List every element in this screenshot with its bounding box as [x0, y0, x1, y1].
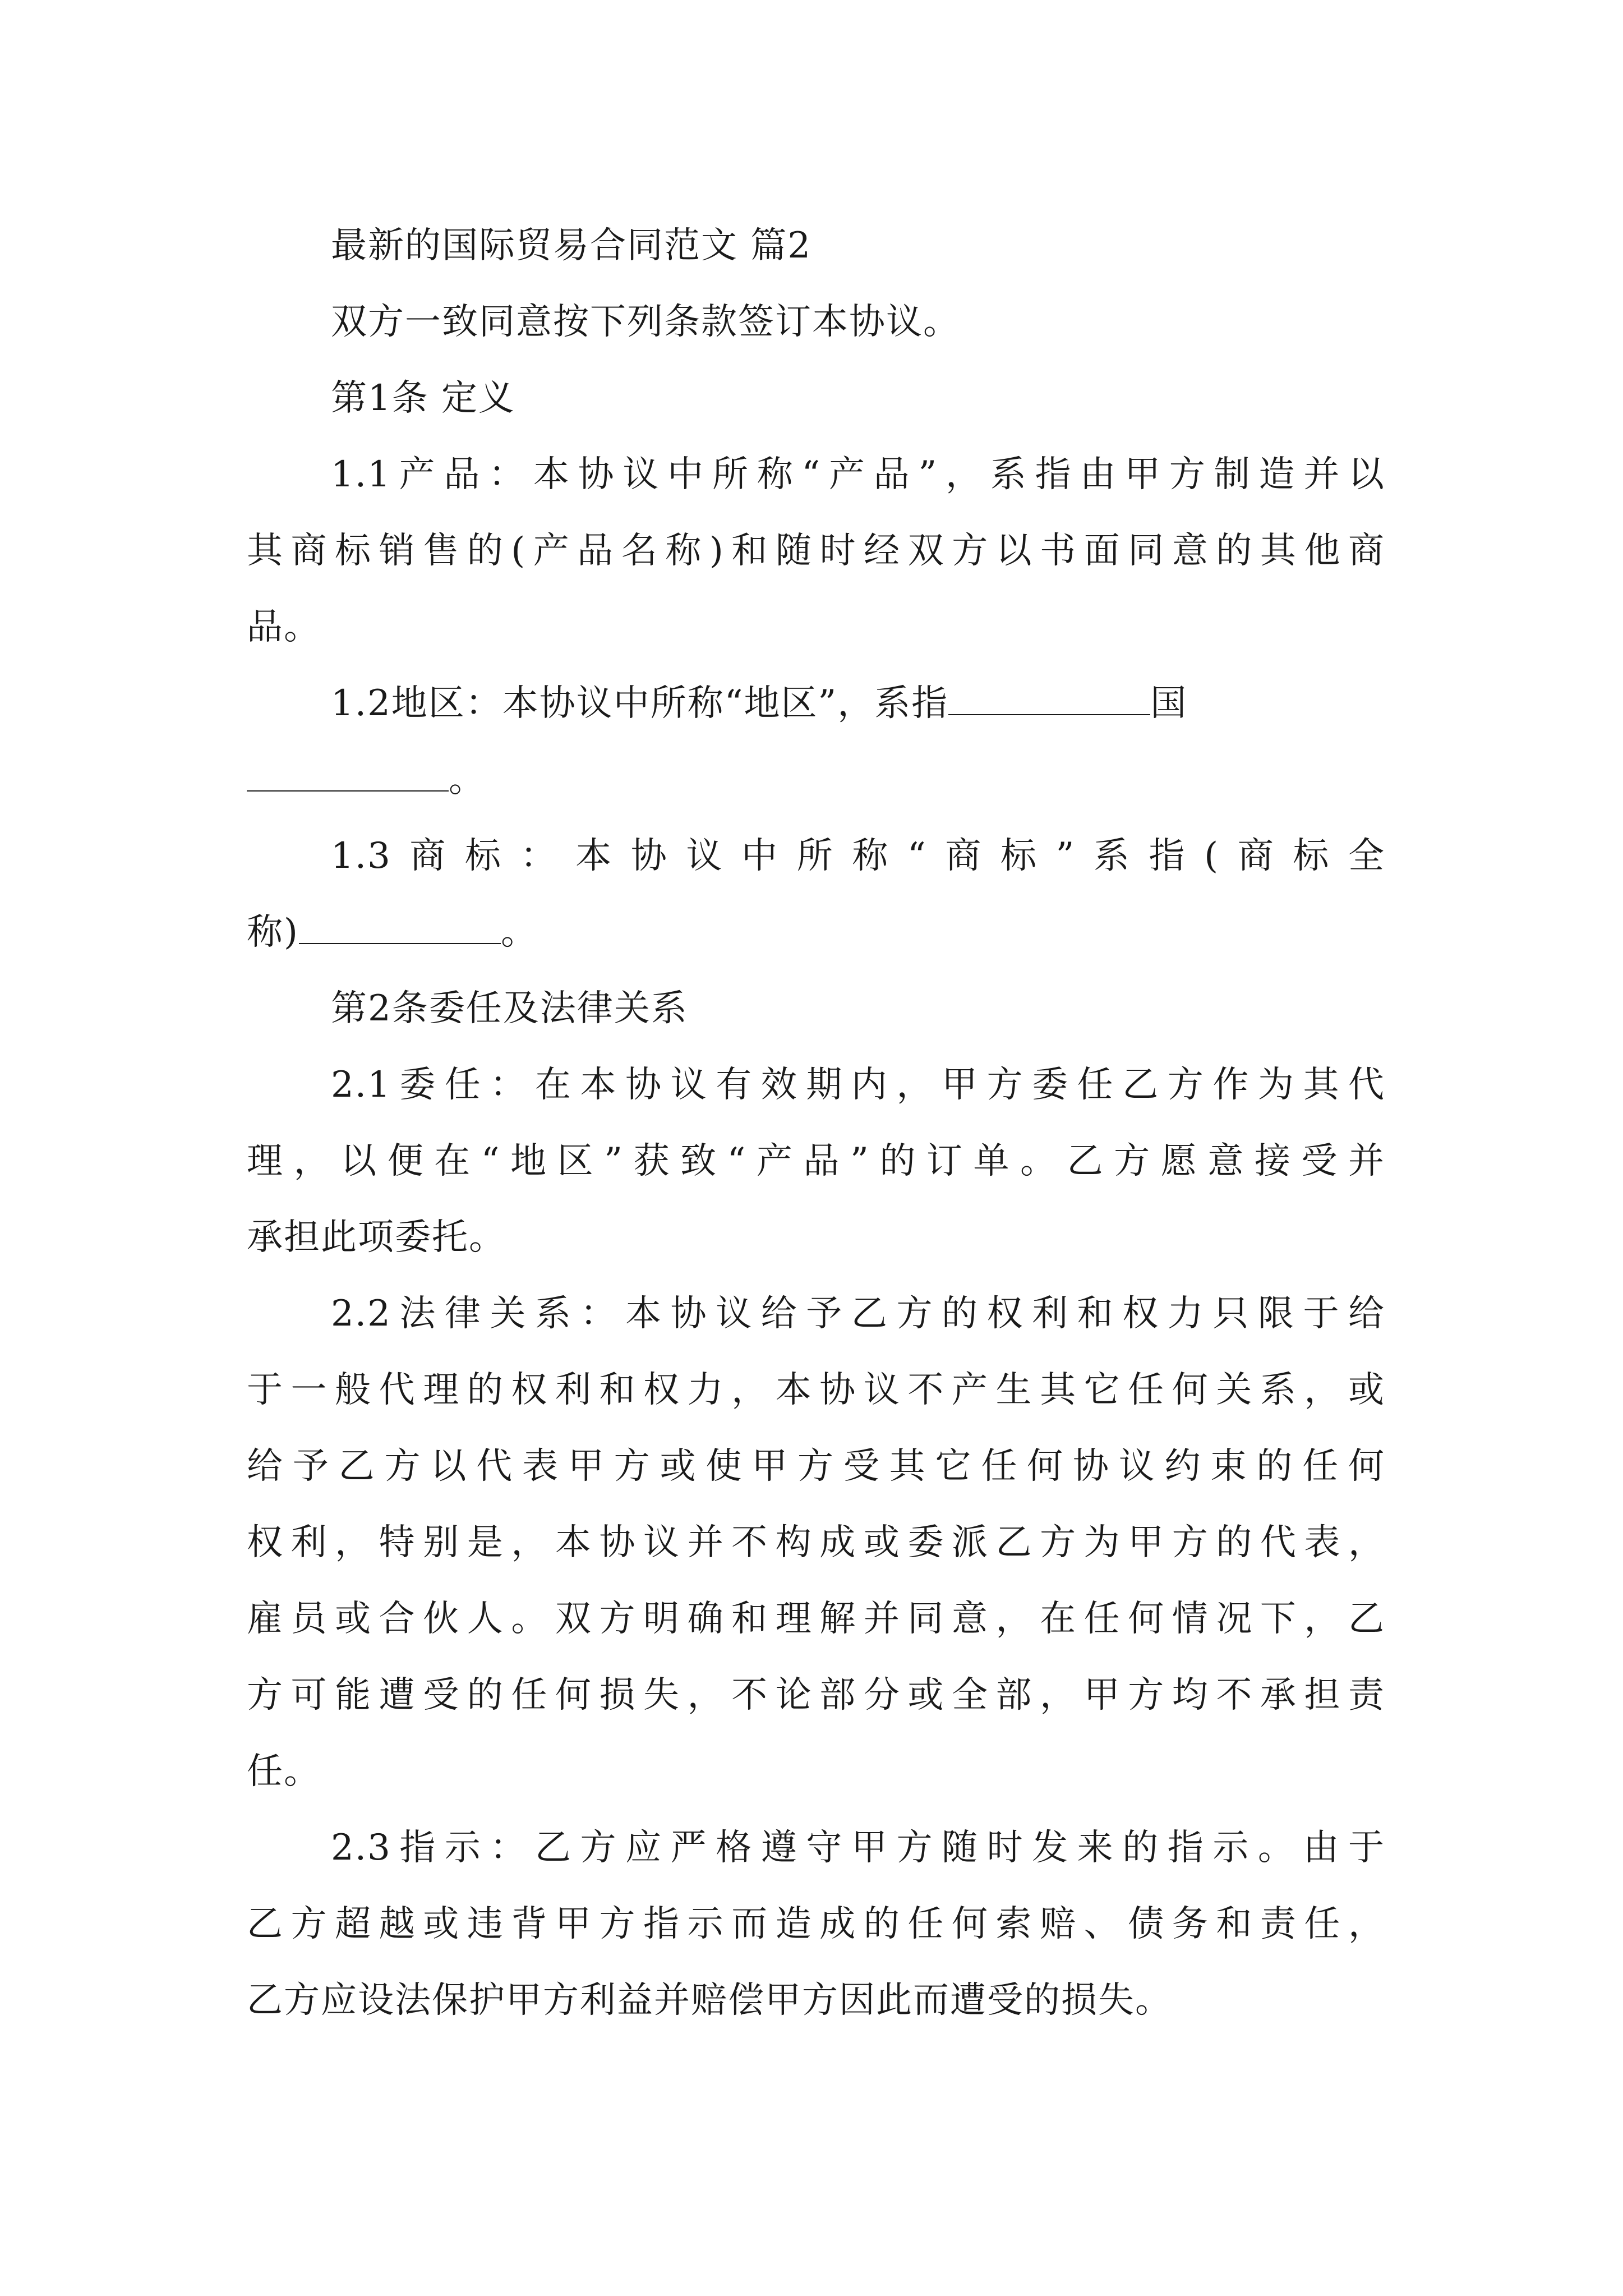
clause-1-1-line: 品。 — [247, 606, 321, 648]
document-title: 最新的国际贸易合同范文 篇2 — [331, 225, 812, 266]
clause-2-2-line: 雇员或合伙人。双方明确和理解并同意，在任何情况下，乙 — [247, 1598, 1385, 1640]
clause-1-3-line: 1.3商标：本协议中所称“商标”系指(商标全 — [331, 835, 1385, 877]
clause-2-3-line: 乙方超越或违背甲方指示而造成的任何索赔、债务和责任， — [247, 1903, 1385, 1945]
clause-2-2-line: 权利，特别是，本协议并不构成或委派乙方为甲方的代表， — [247, 1522, 1385, 1563]
clause-2-1-line: 承担此项委托。 — [247, 1217, 506, 1258]
clause-1-3-end: 。 — [500, 912, 538, 953]
clause-1-2-end: 。 — [449, 759, 486, 800]
clause-1-1-line: 其商标销售的(产品名称)和随时经双方以书面同意的其他商 — [247, 530, 1385, 572]
clause-2-1-line: 理，以便在“地区”获致“产品”的订单。乙方愿意接受并 — [247, 1140, 1385, 1182]
fill-in-blank[interactable] — [299, 921, 501, 944]
article-1-heading: 第1条 定义 — [331, 378, 516, 419]
clause-2-2-line: 任。 — [247, 1751, 321, 1792]
clause-1-2-line — [247, 742, 1385, 818]
clause-1-2-text: 1.2地区：本协议中所称“地区”，系指 — [331, 683, 949, 724]
clause-2-2-line: 2.2法律关系：本协议给予乙方的权利和权力只限于给 — [331, 1293, 1385, 1335]
clause-2-1-line: 2.1委任：在本协议有效期内，甲方委任乙方作为其代 — [331, 1064, 1385, 1106]
article-2-heading: 第2条委任及法律关系 — [331, 988, 688, 1029]
clause-1-3-line — [247, 894, 1385, 970]
intro-paragraph: 双方一致同意按下列条款签订本协议。 — [331, 301, 960, 343]
clause-2-2-line: 方可能遭受的任何损失，不论部分或全部，甲方均不承担责 — [247, 1674, 1385, 1716]
fill-in-blank[interactable] — [948, 692, 1150, 715]
clause-2-2-line: 于一般代理的权利和权力，本协议不产生其它任何关系，或 — [247, 1369, 1385, 1411]
clause-2-3-line: 2.3指示：乙方应严格遵守甲方随时发来的指示。由于 — [331, 1827, 1385, 1869]
clause-2-2-line: 给予乙方以代表甲方或使甲方受其它任何协议约束的任何 — [247, 1446, 1385, 1487]
clause-1-1-line: 1.1产品：本协议中所称“产品”，系指由甲方制造并以 — [331, 454, 1385, 495]
document-body — [247, 208, 1385, 2039]
fill-in-blank[interactable] — [247, 768, 449, 792]
clause-1-3-text: 称) — [247, 912, 299, 953]
clause-1-2-line — [247, 665, 1385, 742]
clause-1-2-country: 国 — [1150, 683, 1188, 724]
clause-2-3-line: 乙方应设法保护甲方利益并赔偿甲方因此而遭受的损失。 — [247, 1980, 1172, 2021]
